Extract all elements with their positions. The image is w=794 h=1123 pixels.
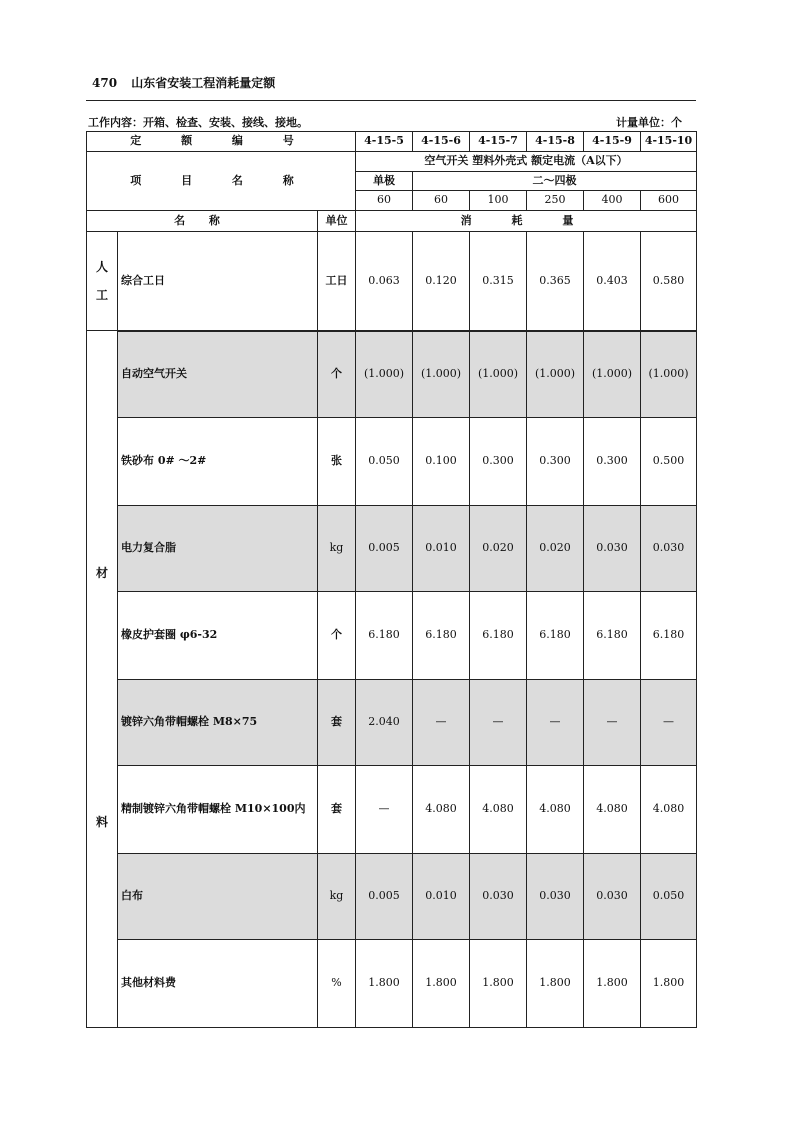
- material-unit: 套: [318, 680, 356, 766]
- material-value: 6.180: [470, 592, 527, 680]
- material-value: 0.030: [584, 506, 641, 592]
- labor-name: 综合工日: [118, 232, 318, 331]
- material-name: 精制镀锌六角带帽螺栓 M10×100内: [118, 766, 318, 854]
- material-value: (1.000): [584, 332, 641, 418]
- material-row: [87, 506, 697, 592]
- material-value: 4.080: [584, 766, 641, 854]
- material-unit: kg: [318, 854, 356, 940]
- material-value: 0.050: [356, 418, 413, 506]
- quota-code: 4-15-6: [413, 132, 470, 152]
- material-value: 1.800: [413, 940, 470, 1028]
- material-value: 0.005: [356, 854, 413, 940]
- header-divider: [86, 100, 696, 101]
- material-value: 0.300: [470, 418, 527, 506]
- material-value: 6.180: [413, 592, 470, 680]
- book-title: 山东省安装工程消耗量定额: [131, 76, 276, 90]
- material-row: [87, 940, 697, 1028]
- material-value: 4.080: [527, 766, 584, 854]
- labor-value: 0.580: [641, 232, 697, 331]
- material-value: 0.030: [470, 854, 527, 940]
- material-value: —: [641, 680, 697, 766]
- material-name: 铁砂布 0# ～2#: [118, 418, 318, 506]
- material-unit: %: [318, 940, 356, 1028]
- material-category: [87, 331, 118, 1028]
- item-name-label: 项 目 名 称: [87, 152, 356, 211]
- rated-current: 600: [641, 191, 697, 211]
- material-value: 0.500: [641, 418, 697, 506]
- quota-code: 4-15-7: [470, 132, 527, 152]
- pole-multi: 二～四极: [413, 172, 697, 191]
- page-header: [92, 74, 275, 91]
- material-unit: 个: [318, 332, 356, 418]
- rated-current: 60: [413, 191, 470, 211]
- material-value: 0.300: [527, 418, 584, 506]
- material-value: —: [527, 680, 584, 766]
- material-value: 0.300: [584, 418, 641, 506]
- labor-value: 0.315: [470, 232, 527, 331]
- material-value: 6.180: [641, 592, 697, 680]
- material-unit: 个: [318, 592, 356, 680]
- material-row: [87, 854, 697, 940]
- material-value: —: [470, 680, 527, 766]
- material-value: 0.020: [527, 506, 584, 592]
- material-value: 0.050: [641, 854, 697, 940]
- rated-current: 100: [470, 191, 527, 211]
- material-value: 6.180: [527, 592, 584, 680]
- name-label: 名 称: [87, 211, 318, 232]
- material-value: 1.800: [527, 940, 584, 1028]
- labor-unit: 工日: [318, 232, 356, 331]
- material-unit: 张: [318, 418, 356, 506]
- material-row: [87, 592, 697, 680]
- page-number: 470: [92, 76, 118, 90]
- material-value: —: [413, 680, 470, 766]
- material-value: 4.080: [413, 766, 470, 854]
- material-value: 0.010: [413, 854, 470, 940]
- rated-current: 60: [356, 191, 413, 211]
- material-name: 其他材料费: [118, 940, 318, 1028]
- material-value: 1.800: [470, 940, 527, 1028]
- material-row: [87, 332, 697, 418]
- material-row: [87, 680, 697, 766]
- material-value: 0.030: [584, 854, 641, 940]
- labor-value: 0.120: [413, 232, 470, 331]
- unit-label: 单位: [318, 211, 356, 232]
- work-content: 工作内容：开箱、检查、安装、接线、接地。: [88, 116, 308, 129]
- labor-value: 0.365: [527, 232, 584, 331]
- consumption-label: 消 耗 量: [356, 211, 697, 232]
- material-category-char-1: 材: [95, 566, 108, 580]
- material-value: 0.030: [641, 506, 697, 592]
- material-value: (1.000): [470, 332, 527, 418]
- quota-table: [86, 131, 697, 1028]
- material-value: 0.010: [413, 506, 470, 592]
- material-value: 4.080: [641, 766, 697, 854]
- material-name: 橡皮护套圈 φ6-32: [118, 592, 318, 680]
- material-name: 自动空气开关: [118, 332, 318, 418]
- labor-category: 人工: [87, 232, 118, 331]
- material-value: 0.020: [470, 506, 527, 592]
- material-value: 2.040: [356, 680, 413, 766]
- pole-single: 单极: [356, 172, 413, 191]
- material-value: (1.000): [356, 332, 413, 418]
- quota-code: 4-15-8: [527, 132, 584, 152]
- material-name: 电力复合脂: [118, 506, 318, 592]
- material-value: 1.800: [584, 940, 641, 1028]
- quota-code: 4-15-5: [356, 132, 413, 152]
- rated-current: 250: [527, 191, 584, 211]
- material-row: [87, 766, 697, 854]
- material-value: 1.800: [356, 940, 413, 1028]
- material-value: 1.800: [641, 940, 697, 1028]
- material-name: 镀锌六角带帽螺栓 M8×75: [118, 680, 318, 766]
- labor-value: 0.063: [356, 232, 413, 331]
- quota-code: 4-15-10: [641, 132, 697, 152]
- material-value: 0.005: [356, 506, 413, 592]
- material-unit: kg: [318, 506, 356, 592]
- material-value: (1.000): [641, 332, 697, 418]
- material-name: 白布: [118, 854, 318, 940]
- quota-code: 4-15-9: [584, 132, 641, 152]
- rated-current: 400: [584, 191, 641, 211]
- material-value: (1.000): [527, 332, 584, 418]
- material-value: 6.180: [584, 592, 641, 680]
- material-unit: 套: [318, 766, 356, 854]
- material-value: 0.100: [413, 418, 470, 506]
- material-value: —: [584, 680, 641, 766]
- material-value: 6.180: [356, 592, 413, 680]
- material-value: 0.030: [527, 854, 584, 940]
- material-value: —: [356, 766, 413, 854]
- item-title: 空气开关 塑料外壳式 额定电流（A以下）: [356, 152, 697, 172]
- material-value: 4.080: [470, 766, 527, 854]
- measure-unit: 计量单位：个: [616, 116, 682, 129]
- material-row: [87, 418, 697, 506]
- labor-value: 0.403: [584, 232, 641, 331]
- material-category-char-2: 料: [95, 815, 108, 829]
- material-value: (1.000): [413, 332, 470, 418]
- quota-no-label: 定 额 编 号: [87, 132, 356, 152]
